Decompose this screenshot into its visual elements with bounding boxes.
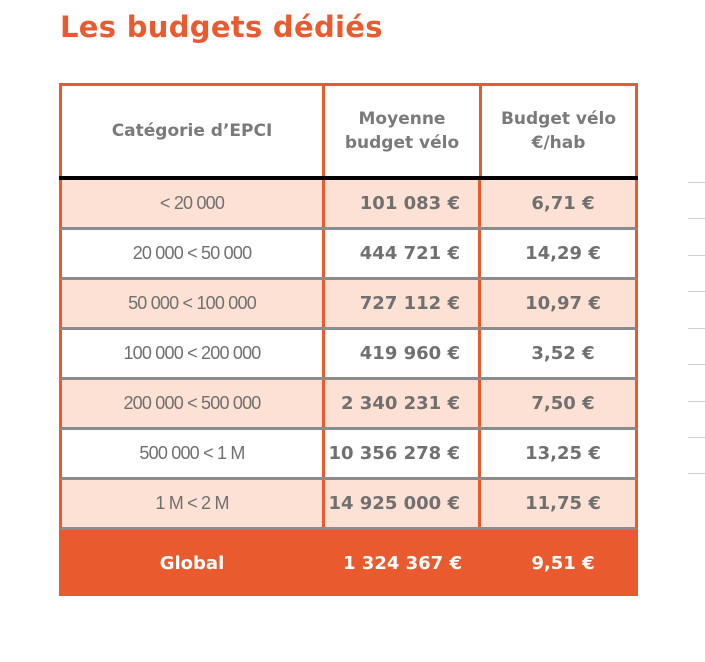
header-average-budget <box>325 86 482 176</box>
tick-mark <box>688 255 705 256</box>
table-row <box>59 280 638 330</box>
row-category: < 20 000 <box>62 180 325 227</box>
row-average-budget: 727 112 € <box>325 280 481 327</box>
table-row <box>59 480 638 530</box>
table-row <box>59 330 638 380</box>
row-budget-per-inhabitant: 14,29 € <box>525 243 601 264</box>
row-average-budget: 10 356 278 € <box>325 430 481 477</box>
row-average-budget: 419 960 € <box>325 330 481 377</box>
table-row <box>59 230 638 280</box>
total-per-inhabitant: 9,51 € <box>531 552 595 574</box>
header-budget-per-inhabitant <box>482 86 635 176</box>
table-body <box>59 180 638 530</box>
page-title: Les budgets dédiés <box>60 10 383 44</box>
row-budget-per-inhabitant: 7,50 € <box>531 393 595 414</box>
tick-mark <box>688 291 705 292</box>
row-category: 500 000 < 1 M <box>62 430 325 477</box>
table-header <box>59 83 638 176</box>
tick-mark <box>688 182 705 183</box>
row-budget-per-inhabitant: 11,75 € <box>525 493 601 514</box>
header-budget-per-inhabitant-label <box>501 107 616 155</box>
header-average-budget-label <box>345 107 459 155</box>
row-budget-per-inhabitant: 10,97 € <box>525 293 601 314</box>
row-average-budget: 2 340 231 € <box>325 380 481 427</box>
row-average-budget: 14 925 000 € <box>325 480 481 527</box>
row-category: 50 000 < 100 000 <box>62 280 325 327</box>
tick-mark <box>688 473 705 474</box>
header-average-line1: Moyenne <box>358 109 446 129</box>
row-category: 1 M < 2 M <box>62 480 325 527</box>
row-budget-per-inhabitant: 6,71 € <box>531 193 595 214</box>
row-budget-per-inhabitant: 13,25 € <box>525 443 601 464</box>
row-category: 200 000 < 500 000 <box>62 380 325 427</box>
table-row <box>59 380 638 430</box>
row-average-budget: 444 721 € <box>325 230 481 277</box>
header-category <box>62 86 325 176</box>
row-category: 20 000 < 50 000 <box>62 230 325 277</box>
row-budget-per-inhabitant: 3,52 € <box>531 343 595 364</box>
tick-mark <box>688 401 705 402</box>
total-average: 1 324 367 € <box>343 552 462 574</box>
header-per-inhabitant-line2: €/hab <box>531 133 586 153</box>
total-row <box>59 530 638 596</box>
header-average-line2: budget vélo <box>344 133 460 153</box>
row-average-budget: 101 083 € <box>325 180 481 227</box>
table-row <box>59 430 638 480</box>
header-per-inhabitant-line1: Budget vélo <box>500 109 617 129</box>
header-category-label: Catégorie d’EPCI <box>111 121 273 141</box>
tick-mark <box>688 328 705 329</box>
budget-table <box>59 83 638 596</box>
row-category: 100 000 < 200 000 <box>62 330 325 377</box>
tick-mark <box>688 437 705 438</box>
total-label: Global <box>159 552 225 574</box>
tick-mark <box>688 218 705 219</box>
tick-mark <box>688 364 705 365</box>
table-row <box>59 180 638 230</box>
